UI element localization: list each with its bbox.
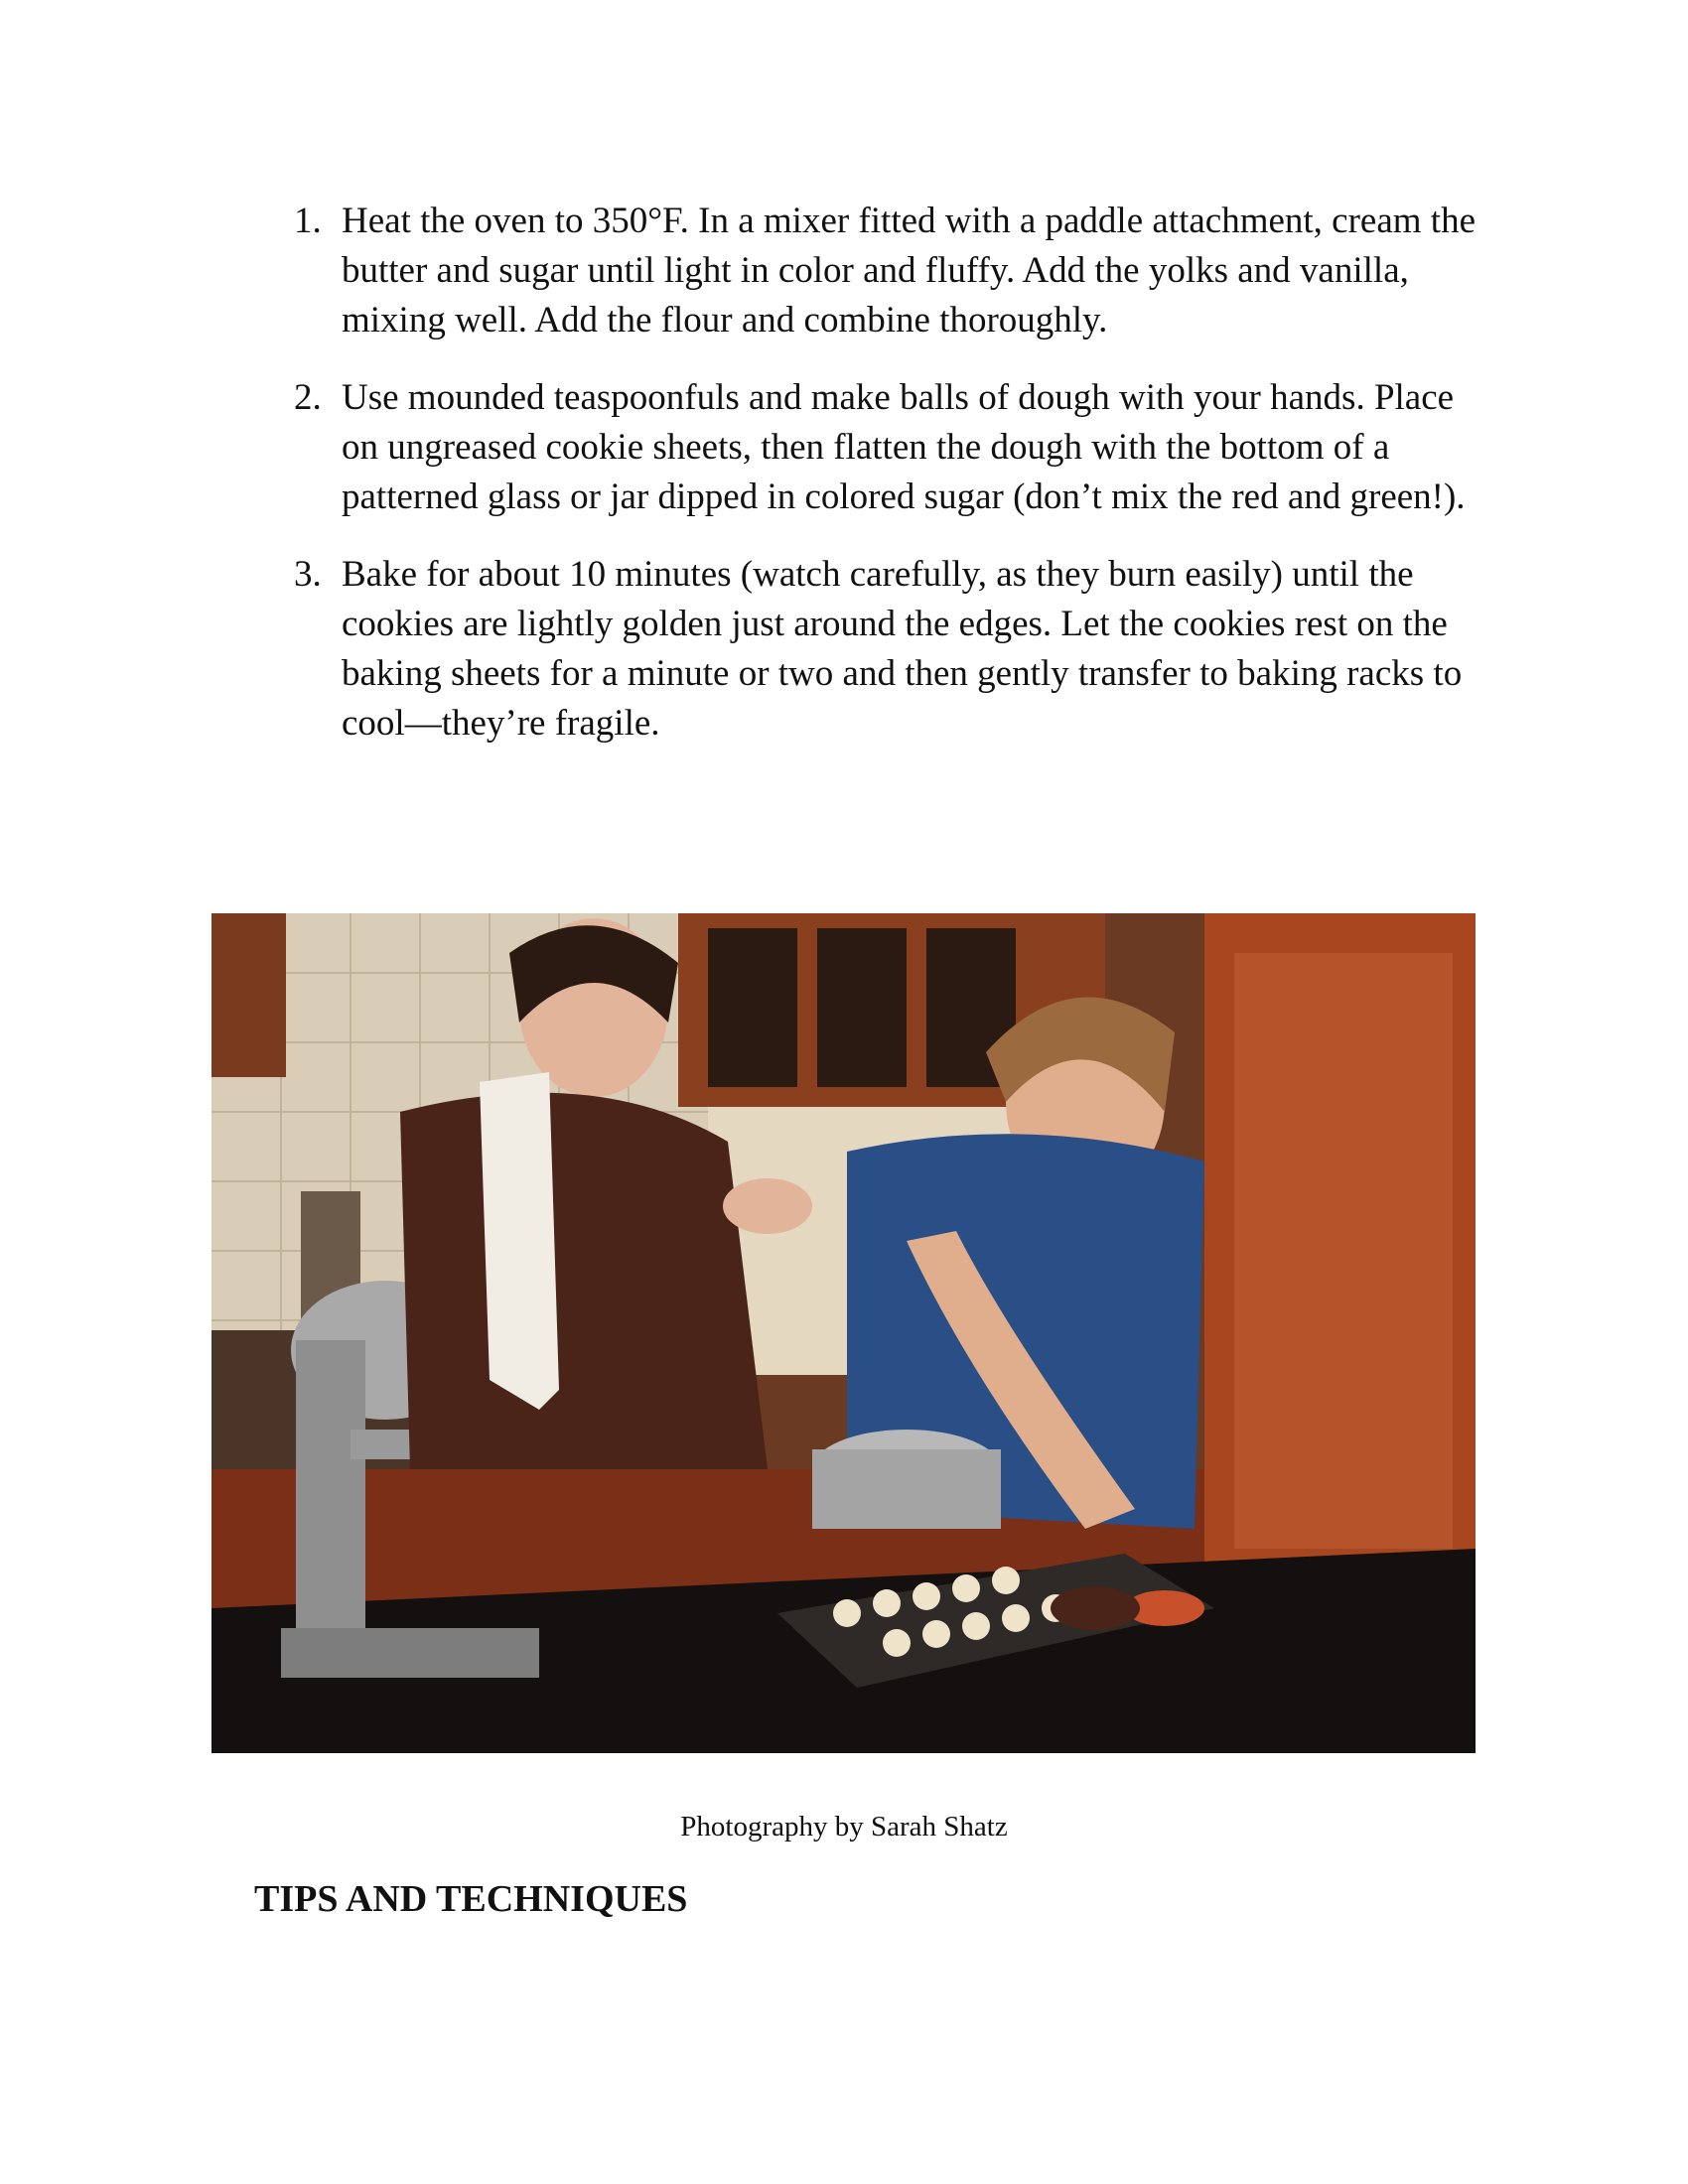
step-text: Heat the oven to 350°F. In a mixer fitted with a paddle attachment, cream the butter and sugar until light in color and fluffy. Add the yolks and vanilla, mixing well. Add the flour and combine thoroughly.	[342, 201, 1476, 341]
step-number: 3.	[294, 554, 322, 595]
step-text: Use mounded teaspoonfuls and make balls of dough with your hands. Place on ungreased cookie sheets, then flatten the dough with the bottom of a patterned glass or jar dipped in colored sugar (don’t mix the red and green!).	[342, 377, 1466, 517]
photo-illustration	[211, 913, 1476, 1753]
kitchen-baking-photo	[211, 913, 1476, 1753]
step-number: 1.	[294, 201, 322, 241]
photo-caption: Photography by Sarah Shatz	[680, 1811, 1008, 1843]
section-heading: TIPS AND TECHNIQUES	[254, 1878, 688, 1920]
step-number: 2.	[294, 377, 322, 418]
recipe-step	[294, 373, 1485, 522]
recipe-step	[294, 550, 1485, 749]
recipe-steps	[294, 197, 1485, 776]
recipe-step	[294, 197, 1485, 345]
step-text: Bake for about 10 minutes (watch carefully, as they burn easily) until the cookies are lightly golden just around the edges. Let the cookies rest on the baking sheets for a minute or two and then gently transfer to baking racks to cool—they’re fragile.	[342, 554, 1463, 744]
